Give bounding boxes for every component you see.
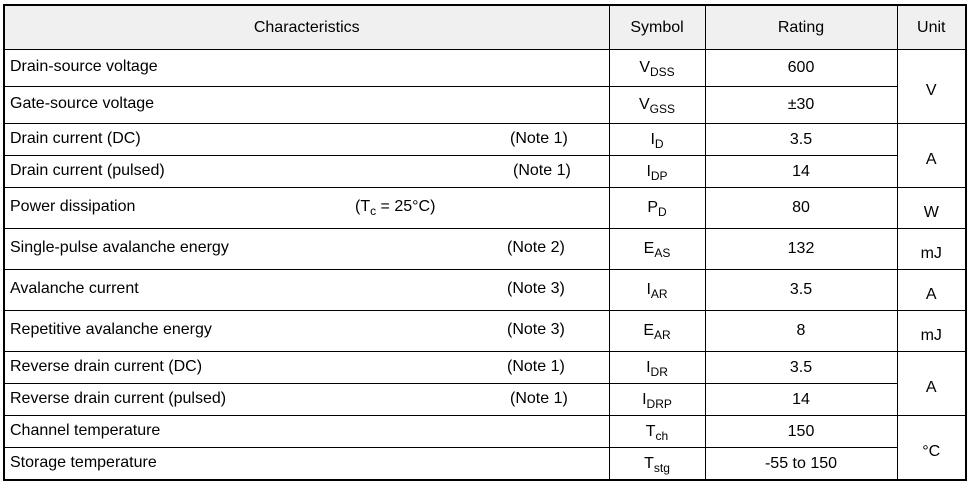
symbol-main: E — [643, 322, 654, 339]
characteristic-cell — [4, 87, 609, 124]
rating-cell: 150 — [705, 416, 897, 448]
condition-suffix: = 25°C) — [376, 198, 436, 216]
table-row — [4, 124, 966, 156]
characteristic-label: Storage temperature — [10, 453, 157, 471]
characteristic-cell — [4, 124, 609, 156]
table-row — [4, 270, 966, 311]
rating-cell: ±30 — [705, 87, 897, 124]
symbol-cell — [609, 229, 705, 270]
note-reference: (Note 3) — [507, 280, 565, 298]
symbol-cell — [609, 448, 705, 481]
symbol-subscript: AR — [654, 328, 671, 342]
symbol-main: I — [646, 281, 651, 298]
unit-cell: mJ — [897, 229, 966, 270]
table-row — [4, 156, 966, 188]
rating-cell: 8 — [705, 311, 897, 352]
characteristic-cell — [4, 384, 609, 416]
rating-cell: 3.5 — [705, 124, 897, 156]
note-reference: (Note 1) — [507, 357, 565, 375]
characteristic-label: Gate-source voltage — [10, 95, 155, 113]
rating-cell: 3.5 — [705, 270, 897, 311]
symbol-cell — [609, 124, 705, 156]
symbol-subscript: D — [654, 136, 664, 151]
symbol-cell — [609, 156, 705, 188]
header-rating: Rating — [705, 5, 897, 50]
rating-cell: 3.5 — [705, 352, 897, 384]
unit-cell: W — [897, 188, 966, 229]
symbol-subscript: AS — [654, 246, 671, 260]
symbol-subscript: DR — [650, 364, 668, 379]
header-characteristics: Characteristics — [4, 5, 609, 50]
rating-cell: 132 — [705, 229, 897, 270]
header-symbol: Symbol — [609, 5, 705, 50]
rating-cell: 14 — [705, 156, 897, 188]
condition-note — [355, 198, 436, 219]
rating-cell: 600 — [705, 50, 897, 87]
table-row — [4, 188, 966, 229]
unit-cell: °C — [897, 416, 966, 481]
symbol-main: T — [645, 422, 656, 440]
characteristic-cell — [4, 270, 609, 311]
characteristic-label: Power dissipation — [10, 198, 136, 216]
symbol-main: I — [642, 390, 647, 408]
characteristic-label: Reverse drain current (pulsed) — [10, 389, 227, 407]
unit-cell: mJ — [897, 311, 966, 352]
characteristic-label: Single-pulse avalanche energy — [10, 239, 229, 257]
symbol-cell — [609, 352, 705, 384]
characteristic-cell — [4, 156, 609, 188]
header-unit: Unit — [897, 5, 966, 50]
table-row — [4, 352, 966, 384]
table-row — [4, 229, 966, 270]
characteristic-label: Reverse drain current (DC) — [10, 357, 203, 375]
symbol-subscript: stg — [653, 460, 670, 475]
note-reference: (Note 3) — [507, 321, 565, 339]
symbol-main: I — [646, 358, 651, 376]
characteristic-cell — [4, 352, 609, 384]
symbol-cell — [609, 50, 705, 87]
characteristic-label: Channel temperature — [10, 421, 161, 439]
rating-cell: 14 — [705, 384, 897, 416]
characteristic-cell — [4, 311, 609, 352]
symbol-cell — [609, 270, 705, 311]
table-row — [4, 311, 966, 352]
rating-cell: -55 to 150 — [705, 448, 897, 481]
symbol-cell — [609, 188, 705, 229]
symbol-main: V — [638, 96, 650, 113]
note-reference: (Note 2) — [507, 239, 565, 257]
characteristic-label: Drain current (DC) — [10, 129, 141, 147]
characteristic-label: Avalanche current — [10, 280, 139, 298]
note-reference: (Note 1) — [513, 161, 571, 179]
unit-cell: V — [897, 50, 966, 124]
absolute-maximum-ratings-table — [3, 4, 967, 481]
symbol-subscript: DP — [650, 168, 668, 183]
symbol-main: I — [646, 162, 651, 180]
table-row — [4, 50, 966, 87]
symbol-cell — [609, 384, 705, 416]
condition-prefix: (T — [355, 198, 371, 216]
symbol-subscript: DSS — [649, 65, 675, 79]
symbol-subscript: DRP — [646, 396, 672, 411]
table-row — [4, 384, 966, 416]
symbol-main: I — [650, 130, 655, 148]
symbol-subscript: ch — [655, 428, 669, 443]
characteristic-cell — [4, 448, 609, 481]
characteristic-label: Drain-source voltage — [10, 58, 158, 76]
rating-cell: 80 — [705, 188, 897, 229]
characteristic-cell — [4, 188, 609, 229]
note-reference: (Note 1) — [510, 389, 568, 407]
symbol-subscript: AR — [650, 287, 668, 301]
symbol-main: P — [647, 199, 658, 216]
symbol-cell — [609, 87, 705, 124]
unit-cell: A — [897, 352, 966, 416]
symbol-subscript: GSS — [649, 102, 675, 116]
characteristic-label: Repetitive avalanche energy — [10, 321, 212, 339]
unit-cell: A — [897, 270, 966, 311]
symbol-main: T — [644, 454, 654, 472]
symbol-main: E — [643, 240, 655, 257]
table-row — [4, 87, 966, 124]
symbol-subscript: D — [658, 205, 667, 219]
symbol-main: V — [639, 59, 650, 76]
table-header-row — [4, 5, 966, 50]
characteristic-cell — [4, 229, 609, 270]
unit-cell: A — [897, 124, 966, 188]
characteristic-cell — [4, 50, 609, 87]
characteristic-label: Drain current (pulsed) — [10, 161, 165, 179]
condition-subscript: c — [370, 204, 377, 219]
note-reference: (Note 1) — [510, 129, 568, 147]
symbol-cell — [609, 311, 705, 352]
table-row — [4, 448, 966, 481]
